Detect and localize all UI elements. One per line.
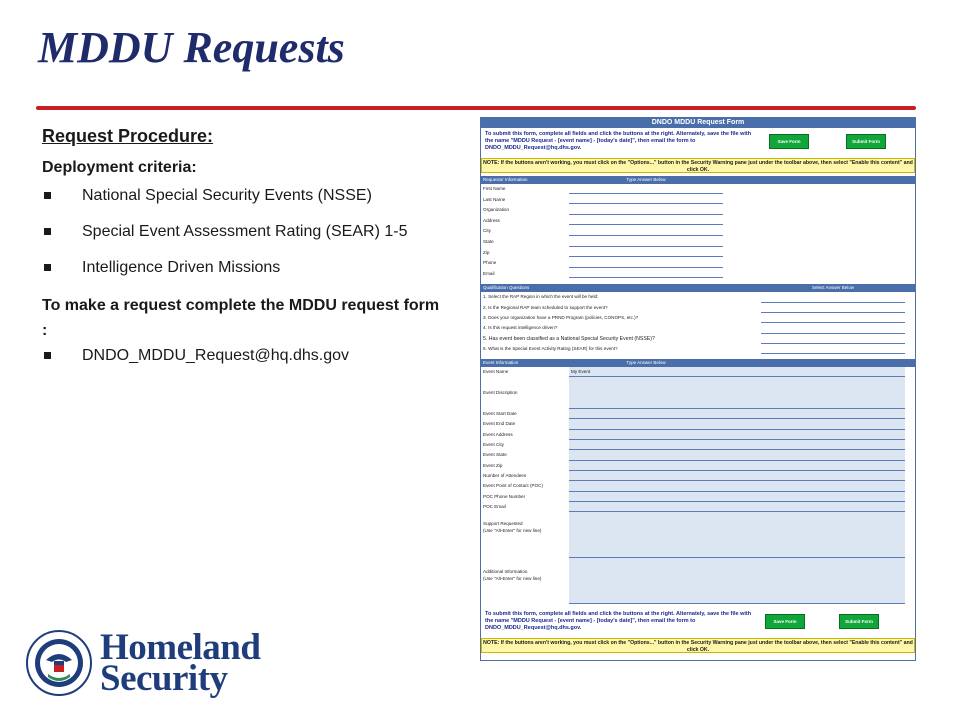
event-end-date-field[interactable] — [569, 419, 905, 429]
request-procedure-heading: Request Procedure: — [42, 126, 214, 146]
bullet-icon — [44, 228, 51, 235]
event-name-field[interactable]: My Event — [569, 367, 905, 377]
poc-email-field[interactable] — [569, 502, 905, 512]
form-row: Event City — [481, 440, 915, 450]
dhs-wordmark: Homeland Security — [100, 627, 261, 699]
request-email: DNDO_MDDU_Request@hq.dhs.gov — [42, 345, 442, 367]
attendees-field[interactable] — [569, 471, 905, 481]
event-start-date-field[interactable] — [569, 409, 905, 419]
bullet-icon — [44, 352, 51, 359]
zip-field[interactable] — [569, 248, 723, 258]
list-item: National Special Security Events (NSSE) — [42, 185, 442, 207]
email-field[interactable] — [569, 269, 723, 279]
form-row: Event Zip — [481, 461, 915, 471]
phone-field[interactable] — [569, 258, 723, 268]
form-row: Event State — [481, 450, 915, 460]
form-instructions-bottom: To submit this form, complete all fields and click the buttons at the right. Alternately, save the file with the name "MDDU Request - [event name] - [today's date]", then email the form to DNDO_MDDU_Request@hq.dhs.gov. Save Form Submit Form — [481, 608, 915, 638]
nsse-select[interactable] — [761, 334, 905, 344]
qualification-questions — [481, 292, 915, 354]
intel-driven-select[interactable] — [761, 323, 905, 333]
form-row: Last Name — [481, 195, 915, 206]
address-field[interactable] — [569, 216, 723, 226]
event-fields — [481, 367, 915, 604]
deployment-criteria-label: Deployment criteria: — [42, 159, 197, 176]
form-row: Additional Information (Use "Alt-Enter" for new line) — [481, 558, 915, 604]
form-row: Support Requested (Use "Alt-Enter" for new line) — [481, 512, 915, 558]
save-form-button-bottom[interactable]: Save Form — [765, 614, 805, 629]
form-row: Event Start Date — [481, 409, 915, 419]
form-row: 2. Is the Regional RAP team scheduled to support the event? — [481, 303, 915, 313]
form-row: POC Phone Number — [481, 492, 915, 502]
bullet-icon — [44, 264, 51, 271]
form-instructions-top: To submit this form, complete all fields and click the buttons at the right. Alternately, save the file with the name "MDDU Request - [event name] - [today's date]", then email the form to DNDO_MDDU_Request@hq.dhs.gov. Save Form Submit Form — [481, 128, 915, 158]
form-row: Event Point of Contact (POC) — [481, 481, 915, 491]
prnd-program-select[interactable] — [761, 313, 905, 323]
dhs-logo — [26, 627, 261, 699]
form-note-bottom: NOTE: If the buttons aren't working, you must click on the "Options..." button in the Security Warning pane just under the toolbar above, then select "Enable this content" and click OK. — [481, 638, 915, 653]
title-divider — [36, 106, 916, 110]
list-item: Intelligence Driven Missions — [42, 257, 442, 279]
last-name-field[interactable] — [569, 195, 723, 205]
form-row: 5. Has event been classified as a National Special Security Event (NSSE)? — [481, 334, 915, 344]
event-address-field[interactable] — [569, 430, 905, 440]
sear-select[interactable] — [761, 344, 905, 354]
rap-team-select[interactable] — [761, 303, 905, 313]
form-row: Event Name My Event — [481, 367, 915, 377]
form-row: Organization — [481, 205, 915, 216]
support-requested-field[interactable] — [569, 512, 905, 558]
poc-field[interactable] — [569, 481, 905, 491]
form-title: DNDO MDDU Request Form — [481, 118, 915, 128]
criteria-list — [42, 185, 442, 279]
event-section-header: Event Information Type Answer Below — [481, 359, 915, 367]
poc-phone-field[interactable] — [569, 492, 905, 502]
submit-form-button-bottom[interactable]: Submit Form — [839, 614, 879, 629]
event-state-field[interactable] — [569, 450, 905, 460]
form-row: Number of Attendees — [481, 471, 915, 481]
city-field[interactable] — [569, 226, 723, 236]
event-city-field[interactable] — [569, 440, 905, 450]
form-row: Event Discription — [481, 377, 915, 409]
event-zip-field[interactable] — [569, 461, 905, 471]
form-row: Email — [481, 269, 915, 280]
form-row: 3. Does your organization have a PRND Program (policies, CONOPS, etc.)? — [481, 313, 915, 323]
slide-title: MDDU Requests — [38, 23, 345, 72]
state-field[interactable] — [569, 237, 723, 247]
save-form-button[interactable]: Save Form — [769, 134, 809, 149]
form-row: 1. Select the RAP Region in which the event will be held: — [481, 292, 915, 302]
dhs-seal-icon — [26, 630, 92, 696]
form-row: State — [481, 237, 915, 248]
form-row: Event End Date — [481, 419, 915, 429]
form-note-top: NOTE: If the buttons aren't working, you must click on the "Options..." button in the Security Warning pane just under the toolbar above, then select "Enable this content" and click OK. — [481, 158, 915, 173]
requestor-section-header: Requestor Information Type Answer Below — [481, 176, 915, 184]
requestor-fields — [481, 184, 915, 279]
list-item: Special Event Assessment Rating (SEAR) 1-5 — [42, 221, 442, 243]
mddu-request-form — [480, 117, 916, 661]
submit-form-button[interactable]: Submit Form — [846, 134, 886, 149]
additional-info-field[interactable] — [569, 558, 905, 604]
qualification-section-header: Qualification Questions Select Answer Below — [481, 284, 915, 292]
bullet-icon — [44, 192, 51, 199]
form-row: Address — [481, 216, 915, 227]
request-instructions: To make a request complete the MDDU request form : — [42, 297, 440, 339]
first-name-field[interactable] — [569, 184, 723, 194]
form-row: 6. What is the Special Event Activity Rating (SEAR) for this event? — [481, 344, 915, 354]
form-row: POC Email — [481, 502, 915, 512]
form-row: Zip — [481, 248, 915, 259]
form-row: City — [481, 226, 915, 237]
form-row: Phone — [481, 258, 915, 269]
form-row: 4. Is this request intelligence driven? — [481, 323, 915, 333]
event-description-field[interactable] — [569, 377, 905, 409]
organization-field[interactable] — [569, 205, 723, 215]
form-row: First Name — [481, 184, 915, 195]
form-row: Event Address — [481, 430, 915, 440]
rap-region-select[interactable] — [761, 292, 905, 302]
request-procedure-panel — [42, 126, 442, 367]
